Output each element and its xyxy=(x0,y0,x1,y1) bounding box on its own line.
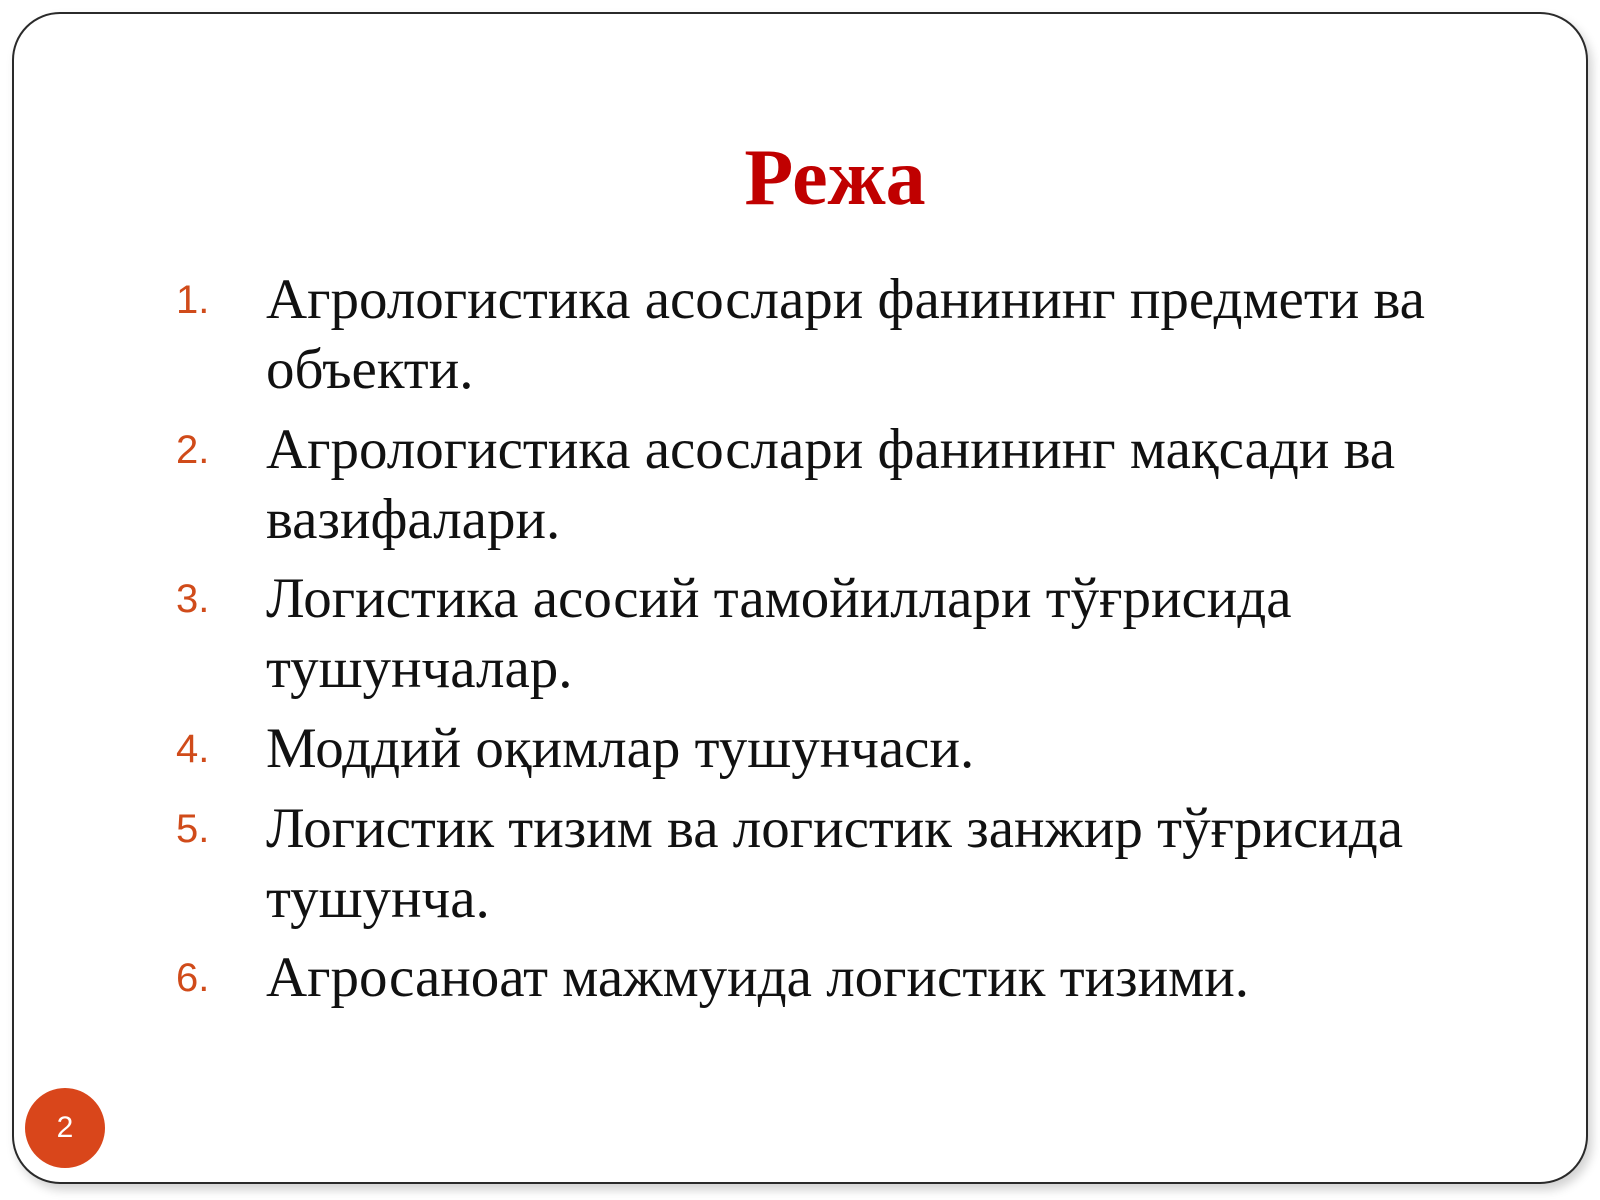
plan-item-number: 4. xyxy=(176,727,210,771)
plan-item-text: Логистик тизим ва логистик занжир тўғрисида тушунча. xyxy=(266,797,1404,930)
slide-title: Режа xyxy=(744,134,926,222)
page-number-badge: 2 xyxy=(25,1088,105,1168)
plan-item-text: Логистика асосий тамойиллари тўғрисида тушунчалар. xyxy=(266,567,1292,700)
plan-item-number: 3. xyxy=(176,577,210,621)
plan-item-number: 2. xyxy=(176,428,210,472)
plan-item-text: Агрологистика асослари фанининг мақсади ва вазифалари. xyxy=(266,418,1396,551)
plan-item-text: Моддий оқимлар тушунчаси. xyxy=(266,717,975,780)
plan-item-text: Агрологистика асослари фанининг предмети ва объекти. xyxy=(266,268,1425,401)
plan-item-number: 5. xyxy=(176,807,210,851)
plan-item-text: Агросаноат мажмуида логистик тизими. xyxy=(266,946,1249,1009)
plan-item-number: 6. xyxy=(176,956,210,1000)
plan-item-number: 1. xyxy=(176,278,210,322)
